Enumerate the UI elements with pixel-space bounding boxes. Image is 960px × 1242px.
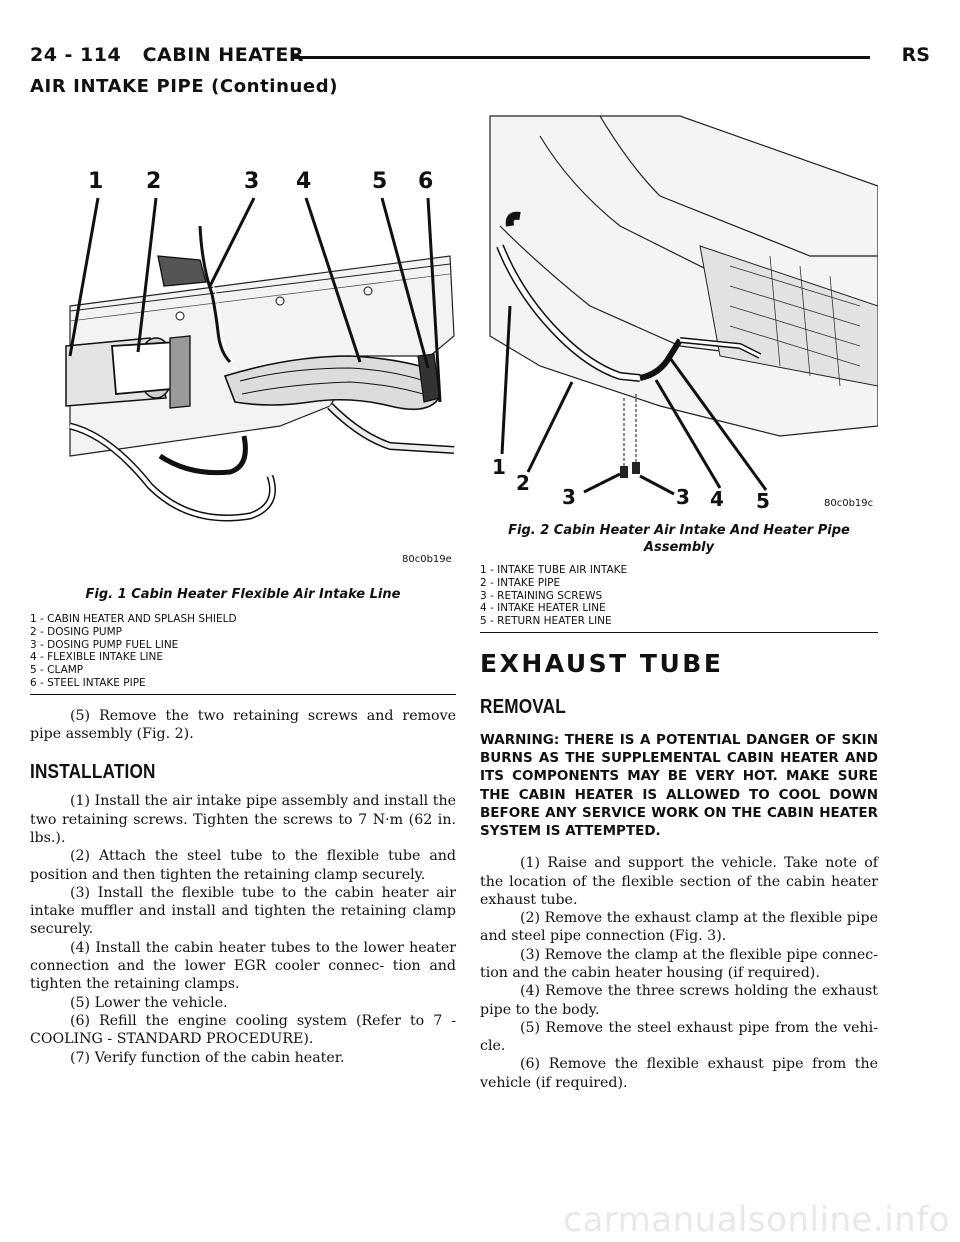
figure-2-caption-line-1: Fig. 2 Cabin Heater Air Intake And Heater Pipe — [508, 523, 850, 538]
installation-step: (6) Refill the engine cooling system (Refer to 7 - COOLING - STANDARD PROCEDURE). — [30, 1012, 456, 1048]
removal-step: (4) Remove the three screws holding the exhaust pipe to the body. — [480, 983, 878, 1018]
page-header — [30, 44, 930, 70]
removal-step: (5) Remove the steel exhaust pipe from the vehi- cle. — [480, 1019, 878, 1055]
fig2-legend-item: 3 - RETAINING SCREWS — [480, 589, 603, 602]
installation-step: (3) Install the flexible tube to the cabin heater air intake muffler and install and tighten the retaining clamp securely. — [30, 884, 456, 938]
fig1-callout-6: 6 — [418, 169, 434, 194]
removal-step-5: (5) Remove the two retaining screws and remove pipe assembly (Fig. 2). — [30, 707, 456, 743]
fig2-callout-1: 1 — [492, 455, 506, 479]
model-code: RS — [901, 44, 930, 66]
fig1-legend-item: 3 - DOSING PUMP FUEL LINE — [30, 638, 179, 651]
fig1-legend-item: 5 - CLAMP — [30, 664, 84, 677]
figure-1 — [30, 106, 456, 695]
fig2-legend-item: 4 - INTAKE HEATER LINE — [480, 602, 606, 615]
fig1-callout-2: 2 — [146, 169, 162, 194]
fig2-callout-4: 4 — [710, 487, 724, 511]
removal-step: (1) Raise and support the vehicle. Take note of the location of the flexible section of the cabin heater exhaust tube. — [480, 855, 878, 908]
fig2-callout-3b: 3 — [676, 485, 690, 509]
figure-2-illustration — [480, 106, 878, 512]
figure-2-caption-line-2: Assembly — [643, 540, 715, 555]
fig2-code: 80c0b19c — [824, 498, 874, 509]
installation-step: (2) Attach the steel tube to the flexible tube and position and then tighten the retaining clamp securely. — [30, 848, 456, 883]
figure-2 — [480, 106, 878, 633]
removal-steps — [480, 854, 878, 1092]
page-number: 24 - 114 — [30, 44, 122, 66]
fig1-legend-item: 6 - STEEL INTAKE PIPE — [30, 676, 146, 689]
fig2-callout-2: 2 — [516, 471, 530, 495]
page-header-left — [30, 44, 304, 66]
figure-1-rule — [30, 694, 456, 695]
figure-1-illustration — [30, 106, 456, 576]
fig2-callout-3a: 3 — [562, 485, 576, 509]
fig2-legend-item: 5 - RETURN HEATER LINE — [480, 615, 612, 628]
fig2-legend-item: 2 - INTAKE PIPE — [480, 576, 561, 589]
removal-heading: REMOVAL — [480, 695, 566, 718]
fig2-legend-item: 1 - INTAKE TUBE AIR INTAKE — [480, 564, 628, 576]
figure-1-legend — [30, 613, 456, 690]
fig1-callout-5: 5 — [372, 169, 388, 194]
warning-text: WARNING: THERE IS A POTENTIAL DANGER OF SKIN BURNS AS THE SUPPLEMENTAL CABIN HEATER AND ITS COMPONENTS MAY BE VERY HOT. MAKE SURE THE CABIN HEATER IS ALLOWED TO COOL DOWN BEFORE ANY SERVICE WORK ON THE CABIN HEATER SYSTEM IS ATTEMPTED. — [480, 731, 878, 839]
fig1-callout-4: 4 — [296, 169, 312, 194]
left-column — [30, 106, 456, 1067]
header-rule — [294, 56, 870, 59]
fig1-callout-1: 1 — [88, 169, 104, 194]
installation-step: (1) Install the air intake pipe assembly and install the two retaining screws. Tighten the screws to 7 N·m (62 in. lbs.). — [30, 793, 456, 846]
figure-2-legend — [480, 564, 878, 628]
fig1-legend-item: 1 - CABIN HEATER AND SPLASH SHIELD — [30, 613, 237, 625]
figure-2-caption — [480, 522, 878, 556]
removal-step: (6) Remove the flexible exhaust pipe from the vehicle (if required). — [480, 1056, 878, 1091]
fig2-callout-5: 5 — [756, 489, 770, 512]
right-column — [480, 106, 878, 1092]
section-name: CABIN HEATER — [142, 44, 304, 66]
installation-heading: INSTALLATION — [30, 761, 156, 784]
fig1-legend-item: 4 - FLEXIBLE INTAKE LINE — [30, 651, 164, 664]
fig1-code: 80c0b19e — [402, 554, 452, 565]
installation-step: (7) Verify function of the cabin heater. — [70, 1049, 345, 1066]
fig1-legend-item: 2 - DOSING PUMP — [30, 625, 122, 638]
section-title: EXHAUST TUBE — [480, 648, 724, 678]
figure-1-caption: Fig. 1 Cabin Heater Flexible Air Intake Line — [85, 587, 401, 602]
removal-step: (3) Remove the clamp at the flexible pipe connec- tion and the cabin heater housing (if required). — [480, 946, 878, 981]
installation-step: (5) Lower the vehicle. — [70, 994, 228, 1011]
installation-steps — [30, 792, 456, 1066]
figure-2-rule — [480, 632, 878, 633]
installation-step: (4) Install the cabin heater tubes to the lower heater connection and the lower EGR cooler connec- tion and tighten the retaining clamps. — [30, 939, 456, 993]
watermark: carmanualsonline.info — [563, 1200, 950, 1240]
continued-title: AIR INTAKE PIPE (Continued) — [30, 76, 339, 97]
fig1-callout-3: 3 — [244, 169, 260, 194]
removal-step: (2) Remove the exhaust clamp at the flexible pipe and steel pipe connection (Fig. 3). — [480, 910, 878, 945]
